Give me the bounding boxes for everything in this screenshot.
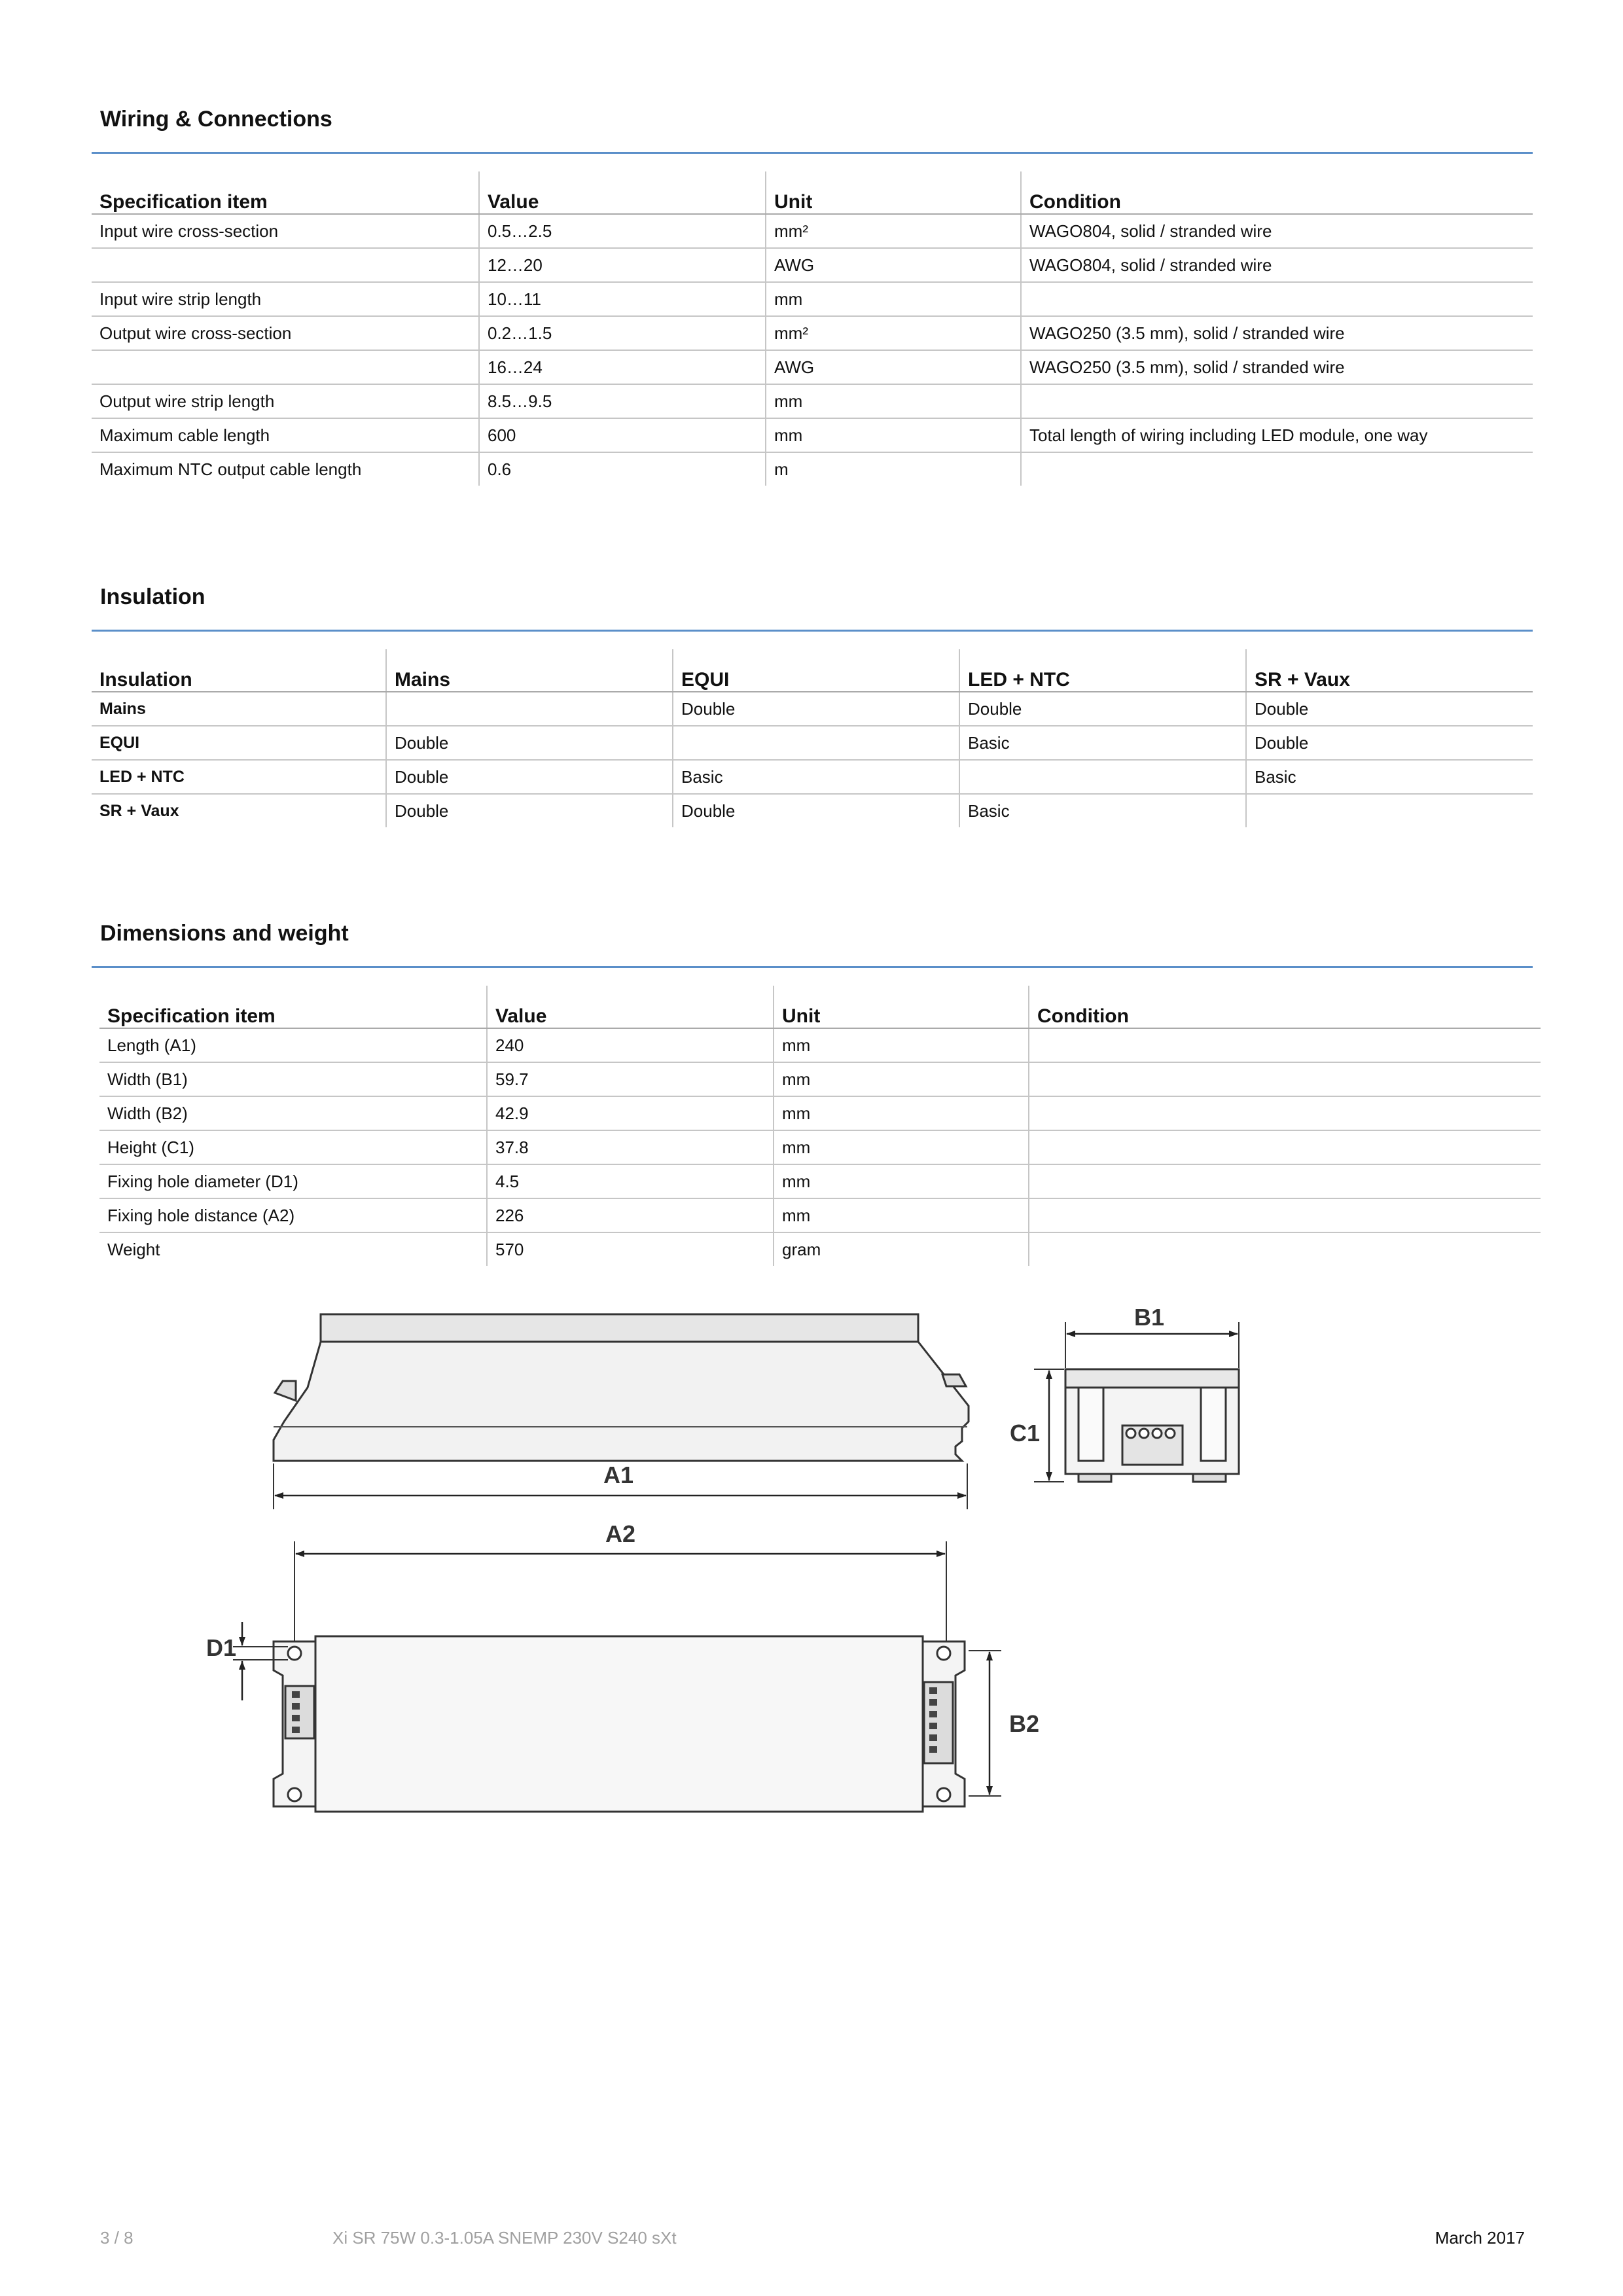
row-label-cell: Width (B1) <box>99 1062 487 1096</box>
table-cell: mm <box>766 282 1021 316</box>
insulation-section-title: Insulation <box>100 584 205 609</box>
row-label-cell: Output wire cross-section <box>92 316 479 350</box>
column-header: Insulation <box>92 649 386 692</box>
column-header: Mains <box>386 649 673 692</box>
row-label-cell: Input wire cross-section <box>92 214 479 248</box>
row-label-cell: Fixing hole diameter (D1) <box>99 1164 487 1198</box>
table-cell: Double <box>673 692 959 726</box>
column-header: SR + Vaux <box>1246 649 1533 692</box>
table-cell: Basic <box>959 794 1246 827</box>
table-cell: mm <box>774 1062 1029 1096</box>
table-cell: WAGO250 (3.5 mm), solid / stranded wire <box>1021 316 1533 350</box>
table-cell: Double <box>386 794 673 827</box>
table-cell: 4.5 <box>487 1164 774 1198</box>
a1-label: A1 <box>603 1462 634 1488</box>
table-cell: 16…24 <box>479 350 766 384</box>
table-cell: mm <box>774 1164 1029 1198</box>
table-cell: Double <box>1246 726 1533 760</box>
table-cell: Basic <box>1246 760 1533 794</box>
table-cell: mm² <box>766 214 1021 248</box>
table-cell: 12…20 <box>479 248 766 282</box>
table-cell: Basic <box>673 760 959 794</box>
row-label-cell: Input wire strip length <box>92 282 479 316</box>
table-cell: Basic <box>959 726 1246 760</box>
column-header: LED + NTC <box>959 649 1246 692</box>
row-label-cell: Fixing hole distance (A2) <box>99 1198 487 1232</box>
footer-date: March 2017 <box>1435 2228 1525 2248</box>
top-view-outline <box>274 1636 965 1812</box>
column-header: Condition <box>1029 986 1541 1028</box>
column-header: Value <box>487 986 774 1028</box>
table-cell: 240 <box>487 1028 774 1062</box>
row-label-cell: Output wire strip length <box>92 384 479 418</box>
row-label-cell: Length (A1) <box>99 1028 487 1062</box>
table-cell: 10…11 <box>479 282 766 316</box>
row-label-cell: Mains <box>92 692 386 726</box>
row-label-cell: LED + NTC <box>92 760 386 794</box>
table-cell: m <box>766 452 1021 486</box>
wiring-section-title: Wiring & Connections <box>100 107 332 132</box>
footer-page-number: 3 / 8 <box>100 2228 134 2248</box>
row-label-cell: Height (C1) <box>99 1130 487 1164</box>
table-cell: mm <box>774 1096 1029 1130</box>
table-cell: Double <box>386 760 673 794</box>
column-header: Unit <box>774 986 1029 1028</box>
end-view-outline <box>1065 1369 1239 1482</box>
table-cell: 42.9 <box>487 1096 774 1130</box>
column-header: EQUI <box>673 649 959 692</box>
table-cell: mm <box>774 1198 1029 1232</box>
table-cell: WAGO804, solid / stranded wire <box>1021 248 1533 282</box>
row-label-cell: Weight <box>107 1239 160 1259</box>
table-cell: Double <box>386 726 673 760</box>
table-cell: WAGO804, solid / stranded wire <box>1021 214 1533 248</box>
c1-label: C1 <box>1009 1420 1041 1446</box>
table-cell: Double <box>673 794 959 827</box>
row-label-cell: Maximum NTC output cable length <box>99 459 362 479</box>
row-label-cell: EQUI <box>92 726 386 760</box>
row-label-cell: Width (B2) <box>99 1096 487 1130</box>
table-cell: mm <box>766 418 1021 452</box>
side-view-outline <box>274 1314 969 1461</box>
row-label-cell: Maximum cable length <box>92 418 479 452</box>
column-header: Value <box>479 171 766 214</box>
table-cell: mm <box>774 1130 1029 1164</box>
table-cell: 0.6 <box>479 452 766 486</box>
table-cell: Double <box>1246 692 1533 726</box>
table-cell: gram <box>774 1232 1029 1266</box>
table-cell: 600 <box>479 418 766 452</box>
table-cell: AWG <box>766 248 1021 282</box>
d1-label: D1 <box>205 1634 237 1661</box>
table-cell: 37.8 <box>487 1130 774 1164</box>
table-cell: 8.5…9.5 <box>479 384 766 418</box>
table-cell: 59.7 <box>487 1062 774 1096</box>
table-cell: mm² <box>766 316 1021 350</box>
table-cell: 570 <box>487 1232 774 1266</box>
table-cell: mm <box>766 384 1021 418</box>
table-cell: AWG <box>766 350 1021 384</box>
column-header: Unit <box>766 171 1021 214</box>
column-header: Specification item <box>92 171 479 214</box>
b2-label: B2 <box>1008 1710 1040 1737</box>
column-header: Condition <box>1021 171 1533 214</box>
table-cell: Total length of wiring including LED module, one way <box>1021 418 1533 452</box>
table-cell: mm <box>774 1028 1029 1062</box>
table-cell: 226 <box>487 1198 774 1232</box>
b1-label: B1 <box>1133 1304 1165 1331</box>
table-cell: Double <box>959 692 1246 726</box>
table-cell: 0.5…2.5 <box>479 214 766 248</box>
table-cell: WAGO250 (3.5 mm), solid / stranded wire <box>1021 350 1533 384</box>
dimensions-section-title: Dimensions and weight <box>100 921 349 946</box>
a2-label: A2 <box>605 1520 636 1547</box>
row-label-cell: SR + Vaux <box>99 801 179 820</box>
footer-product-name: Xi SR 75W 0.3-1.05A SNEMP 230V S240 sXt <box>332 2228 677 2248</box>
column-header: Specification item <box>99 986 487 1028</box>
table-cell: 0.2…1.5 <box>479 316 766 350</box>
